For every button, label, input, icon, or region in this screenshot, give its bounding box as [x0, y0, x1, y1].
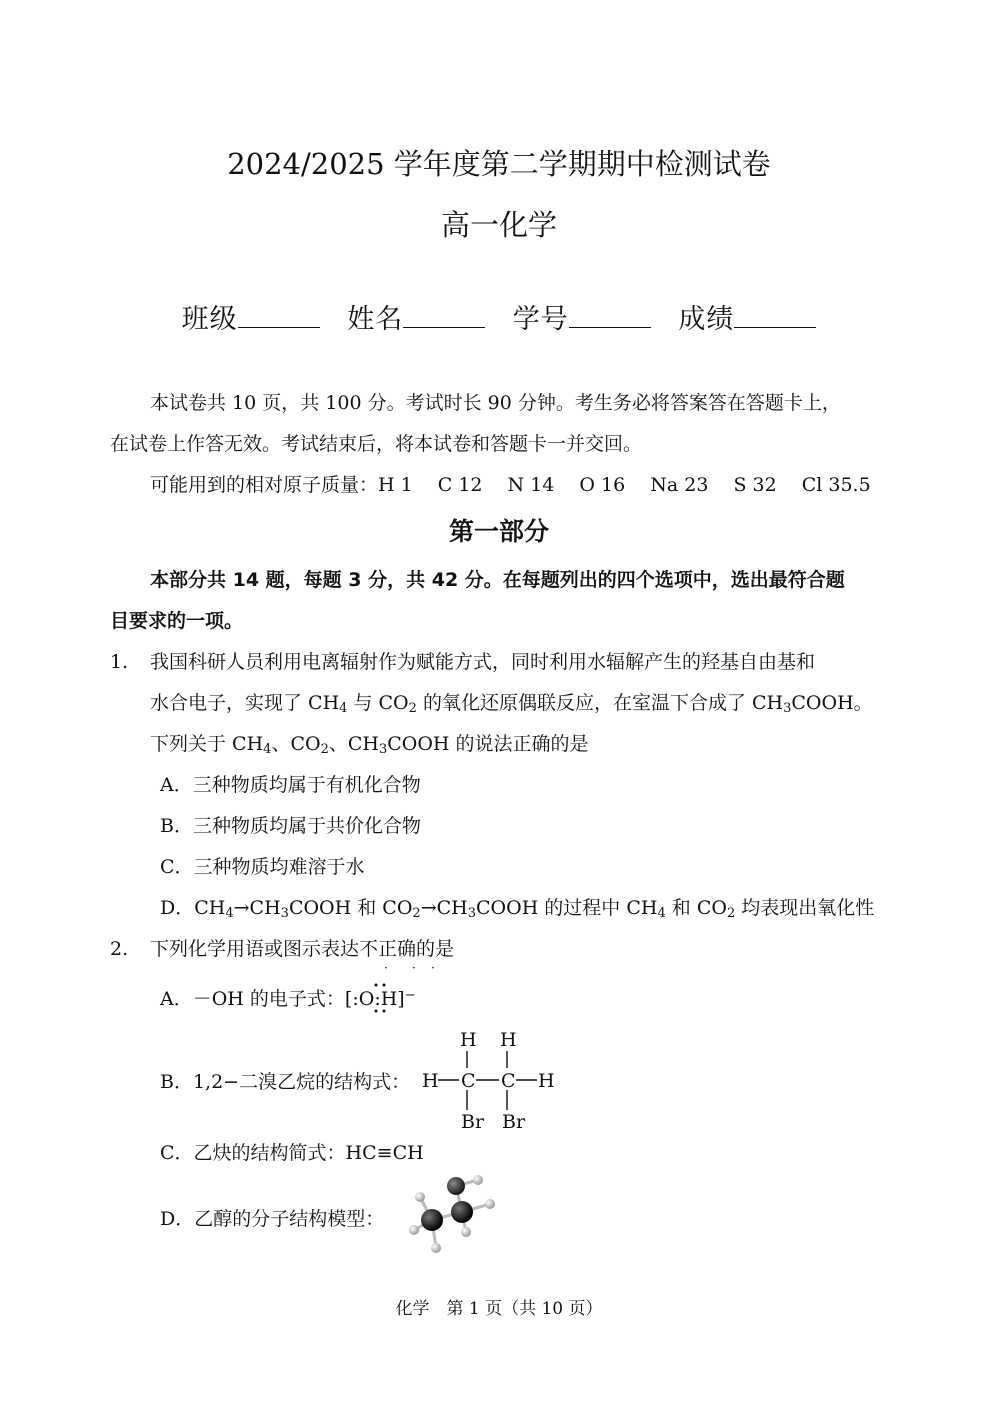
q1-line3-text: 、CH — [328, 733, 379, 755]
q1-line2-text: 的氧化还原偶联反应，在室温下合成了 CH — [416, 692, 784, 714]
subscript: 3 — [467, 906, 476, 921]
atom-c-left: C — [461, 1070, 476, 1092]
hydrogen-atom — [431, 1243, 441, 1253]
oh-electron-dots — [365, 982, 395, 1018]
carbon-atom — [451, 1201, 473, 1223]
class-blank — [238, 299, 320, 328]
oxygen-atom — [447, 1177, 465, 1195]
student-info-fields — [0, 297, 998, 336]
ethanol-ball-stick-model — [404, 1170, 504, 1262]
subscript: 2 — [408, 701, 417, 716]
electron-dot — [383, 1010, 386, 1013]
subscript: 3 — [280, 906, 289, 921]
exam-subtitle: 高一化学 — [440, 208, 557, 242]
electron-dot — [383, 984, 386, 987]
subscript: 2 — [320, 742, 329, 757]
subscript: 2 — [726, 906, 736, 921]
q1-line-2 — [150, 691, 873, 715]
q1-line2-text: 与 CO — [347, 692, 409, 714]
hydrogen-atom — [461, 1227, 471, 1237]
q1-optd-text: COOH 和 CO — [288, 897, 413, 919]
subscript: 4 — [339, 701, 348, 716]
atom-h-top-right: H — [500, 1029, 517, 1051]
subscript: 3 — [783, 701, 792, 716]
q1-line3-text: 下列关于 CH — [150, 733, 264, 755]
q1-number: 1. — [110, 651, 129, 673]
hydrogen-atom — [473, 1175, 483, 1185]
q1-line-1: 我国科研人员利用电离辐射作为赋能方式，同时利用水辐解产生的羟基自由基和 — [150, 651, 816, 673]
hydrogen-atom — [485, 1199, 495, 1209]
name-blank — [403, 299, 485, 328]
atom-br-left: Br — [461, 1111, 485, 1133]
instructions-line-2: 在试卷上作答无效。考试结束后，将本试卷和答题卡一并交回。 — [110, 433, 643, 455]
emphasis-dots: · — [384, 961, 388, 975]
q1-line3-text: COOH 的说法正确的是 — [387, 733, 589, 755]
hydrogen-atom — [409, 1225, 419, 1235]
atom-h-left: H — [422, 1070, 439, 1092]
formula-oxygen: O — [358, 988, 375, 1010]
emphasis-dots: · — [431, 961, 435, 975]
q1-option-d — [160, 896, 874, 920]
q2-option-d-label: D．乙醇的分子结构模型： — [160, 1208, 385, 1230]
q2-option-b-label: B．1,2−二溴乙烷的结构式： — [160, 1071, 411, 1093]
atom-h-right: H — [538, 1070, 555, 1092]
emphasis-dots: · — [412, 961, 416, 975]
q1-optd-text: →CH — [420, 897, 468, 919]
student-id-label: 学号 — [512, 304, 569, 335]
subscript: 2 — [412, 906, 421, 921]
q1-line-3 — [150, 732, 589, 756]
score-blank — [734, 299, 816, 328]
atomic-masses: 可能用到的相对原子质量：H 1 C 12 N 14 O 16 Na 23 S 32 Cl 35.5 — [150, 474, 871, 496]
q1-optd-text: COOH 的过程中 CH — [476, 897, 658, 919]
q1-optd-text: →CH — [233, 897, 281, 919]
electron-dot — [375, 984, 378, 987]
hydrogen-atom — [415, 1192, 425, 1202]
q2-number: 2. — [110, 938, 129, 960]
part1-heading: 第一部分 — [448, 517, 549, 546]
part1-desc-line-1: 本部分共 14 题，每题 3 分，共 42 分。在每题列出的四个选项中，选出最符合题 — [150, 569, 845, 591]
q2-stem: 下列化学用语或图示表达不正确的是 — [150, 938, 455, 960]
dibromoethane-structural-formula — [418, 1026, 563, 1136]
subscript: 4 — [263, 742, 272, 757]
score-label: 成绩 — [678, 304, 735, 335]
formula-bracket: [: — [344, 988, 359, 1010]
page-footer: 化学 第 1 页（共 10 页） — [395, 1299, 603, 1319]
q1-line3-text: 、CO — [271, 733, 321, 755]
class-label: 班级 — [181, 304, 238, 335]
subscript: 4 — [225, 906, 234, 921]
student-id-blank — [569, 299, 651, 328]
electron-dot — [375, 1010, 378, 1013]
atom-c-right: C — [501, 1070, 516, 1092]
atom-h-top-left: H — [460, 1029, 477, 1051]
subscript: 3 — [378, 742, 388, 757]
q1-option-a: A．三种物质均属于有机化合物 — [160, 774, 421, 796]
atom-br-right: Br — [502, 1111, 526, 1133]
q2-option-c: C．乙炔的结构简式：HC≡CH — [160, 1142, 424, 1164]
q1-optd-text: D．CH — [160, 897, 226, 919]
q1-option-c: C．三种物质均难溶于水 — [160, 856, 365, 878]
q1-line2-text: COOH。 — [791, 692, 873, 714]
q1-optd-text: 和 CO — [665, 897, 727, 919]
exam-title: 2024/2025 学年度第二学期期中检测试卷 — [227, 147, 771, 181]
q1-option-b: B．三种物质均属于共价化合物 — [160, 815, 421, 837]
carbon-atom — [421, 1209, 443, 1231]
name-label: 姓名 — [347, 304, 404, 335]
part1-desc-line-2: 目要求的一项。 — [110, 610, 244, 632]
q2-opta-label: A．－OH 的电子式： — [160, 988, 345, 1010]
formula-charge: − — [404, 988, 416, 1003]
q1-optd-text: 均表现出氧化性 — [735, 897, 875, 919]
subscript: 4 — [657, 906, 666, 921]
instructions-line-1: 本试卷共 10 页，共 100 分。考试时长 90 分钟。考生务必将答案答在答题卡上， — [150, 392, 841, 414]
q1-line2-text: 水合电子，实现了 CH — [150, 692, 340, 714]
formula-rest: :H] — [374, 988, 405, 1010]
